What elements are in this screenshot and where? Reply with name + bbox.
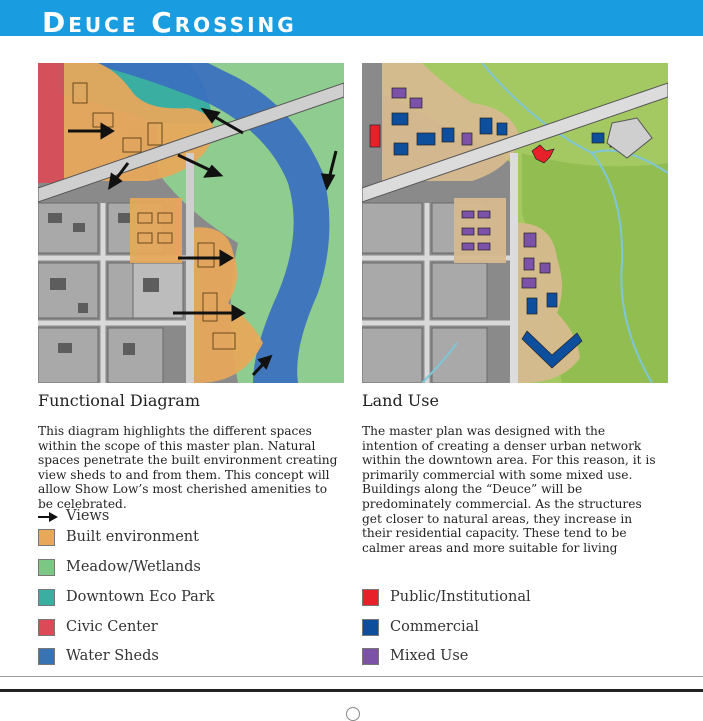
color-swatch <box>38 619 55 636</box>
color-swatch <box>38 589 55 606</box>
legend-label: Mixed Use <box>390 648 469 664</box>
functional-diagram-map <box>38 63 344 383</box>
footer-divider-thick <box>0 689 703 692</box>
color-swatch <box>38 529 55 546</box>
color-swatch <box>38 559 55 576</box>
legend-label: Downtown Eco Park <box>66 589 215 605</box>
legend-label: Built environment <box>66 529 199 545</box>
page-title: Deuce Crossing <box>42 6 297 39</box>
functional-diagram-heading: Functional Diagram <box>38 391 200 410</box>
legend-label: Views <box>66 508 110 524</box>
legend-label: Meadow/Wetlands <box>66 559 201 575</box>
land-use-map <box>362 63 668 383</box>
page-header <box>0 0 703 39</box>
color-swatch <box>362 619 379 636</box>
arrow-right-icon <box>38 512 58 522</box>
legend-label: Public/Institutional <box>390 589 531 605</box>
land-use-text: The master plan was designed with the intention of creating a denser urban network within the downtown area. For this reason, it is primarily commercial with some mixed use. Buildings along the “Deuce” will be predominately commercial. As the structures get closer to natural areas, they increase in their residential capacity. These tend to be calmer areas and more suitable for living <box>362 424 656 555</box>
legend-label: Civic Center <box>66 619 158 635</box>
color-swatch <box>38 648 55 665</box>
registration-mark-icon <box>346 707 360 721</box>
legend-label: Commercial <box>390 619 479 635</box>
legend-label: Water Sheds <box>66 648 159 664</box>
color-swatch <box>362 648 379 665</box>
color-swatch <box>362 589 379 606</box>
functional-diagram-text: This diagram highlights the different spaces within the scope of this master plan. Natural spaces penetrate the built environment creating view sheds to and from them. This concept will allow Show Low’s most cherished amenities to be celebrated. <box>38 424 338 511</box>
footer-divider-thin <box>0 676 703 677</box>
land-use-heading: Land Use <box>362 391 439 410</box>
